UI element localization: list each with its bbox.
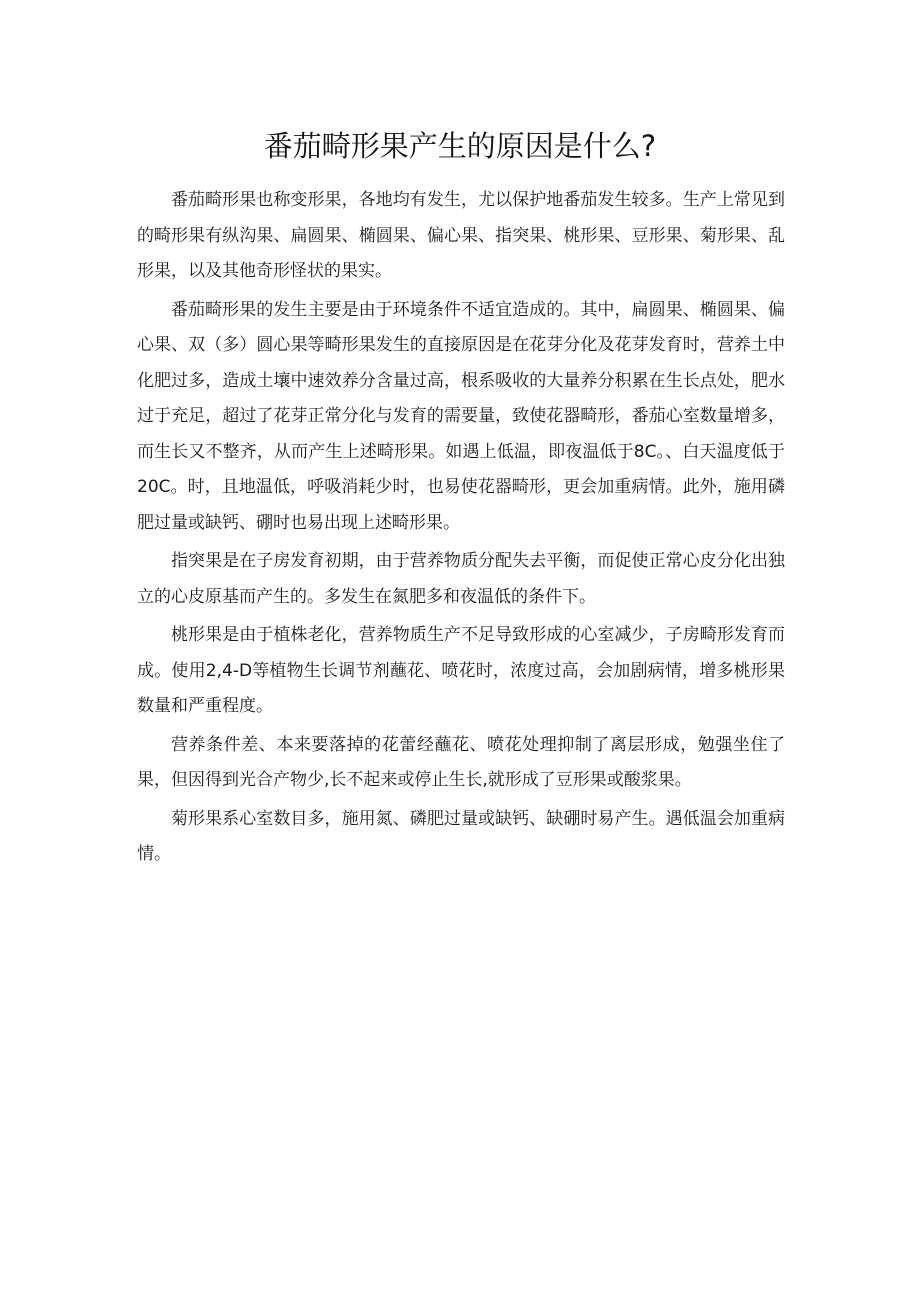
article-body (137, 183, 785, 876)
paragraph-environment-causes: 番茄畸形果的发生主要是由于环境条件不适宜造成的。其中，扁圆果、椭圆果、偏心果、双（多）圆心果等畸形果发生的直接原因是在花芽分化及花芽发育时，营养土中化肥过多，造成土壤中速效养分含量过高，根系吸收的大量养分积累在生长点处，肥水过于充足，超过了花芽正常分化与发育的需要量，致使花器畸形，番茄心室数量增多，而生长又不整齐，从而产生上述畸形果。如遇上低温，即夜温低于8C。、白天温度低于20C。时，且地温低，呼吸消耗少时，也易使花器畸形，更会加重病情。此外，施用磷肥过量或缺钙、硼时也易出现上述畸形果。 (137, 299, 785, 533)
paragraph-chrysanthemum-fruit: 菊形果系心室数目多，施用氮、磷肥过量或缺钙、缺硼时易产生。遇低温会加重病情。 (137, 808, 785, 864)
paragraph-finger-fruit: 指突果是在子房发育初期，由于营养物质分配失去平衡，而促使正常心皮分化出独立的心皮原基而产生的。多发生在氮肥多和夜温低的条件下。 (137, 551, 785, 607)
paragraph-bean-fruit: 营养条件差、本来要落掉的花蕾经蘸花、喷花处理抑制了离层形成，勉强坐住了果，但因得到光合产物少,长不起来或停止生长,就形成了豆形果或酸浆果。 (137, 734, 785, 790)
page-title: 番茄畸形果产生的原因是什么? (263, 129, 657, 163)
paragraph-peach-fruit: 桃形果是由于植株老化，营养物质生产不足导致形成的心室减少，子房畸形发育而成。使用2,4-D等植物生长调节剂蘸花、喷花时，浓度过高，会加剧病情，增多桃形果数量和严重程度。 (137, 625, 785, 716)
paragraph-intro: 番茄畸形果也称变形果，各地均有发生，尤以保护地番茄发生较多。生产上常见到的畸形果有纵沟果、扁圆果、椭圆果、偏心果、指突果、桃形果、豆形果、菊形果、乱形果，以及其他奇形怪状的果实。 (137, 190, 785, 281)
